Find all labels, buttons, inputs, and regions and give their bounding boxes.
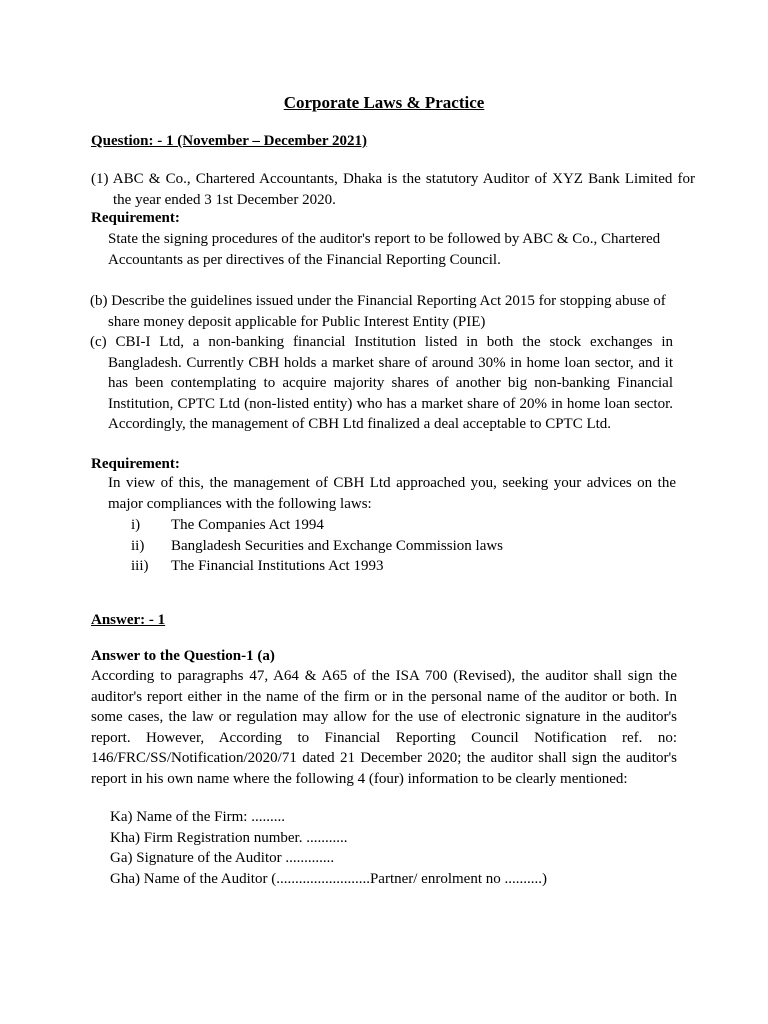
list-item-text: The Financial Institutions Act 1993 bbox=[171, 558, 384, 574]
list-item bbox=[131, 556, 651, 577]
list-item: Kha) Firm Registration number. ........... bbox=[110, 829, 348, 846]
list-item-number: iii) bbox=[131, 558, 149, 574]
question-1b-text: (b) Describe the guidelines issued under the Financial Reporting Act 2015 for stopping abuse of share money deposit applicable for Public Interest Entity (PIE) bbox=[90, 293, 666, 330]
answer-subheading: Answer to the Question-1 (a) bbox=[91, 648, 275, 664]
laws-list bbox=[131, 515, 651, 577]
list-item-number: i) bbox=[131, 517, 141, 533]
list-item-number: ii) bbox=[131, 537, 145, 554]
requirement-text-c: In view of this, the management of CBH Ltd approached you, seeking your advices on the major compliances with the following laws: bbox=[108, 475, 676, 512]
list-item-text: Bangladesh Securities and Exchange Commission laws bbox=[171, 537, 504, 554]
requirement-label-a: Requirement: bbox=[91, 210, 180, 226]
list-item bbox=[131, 536, 651, 557]
info-list bbox=[110, 807, 670, 889]
list-item: Ga) Signature of the Auditor ............. bbox=[110, 850, 335, 866]
question-1c-text: (c) CBI-I Ltd, a non-banking financial Institution listed in both the stock exchanges in Bangladesh. Currently CBH holds a market share of around 30% in home loan sector, and it has been contemplating to acquire majority shares of another big non-banking Financial Institution, CPTC Ltd (non-listed entity) who has a market share of 20% in home loan sector. Accordingly, the management of CBH Ltd finalized a deal acceptable to CPTC Ltd. bbox=[90, 334, 673, 432]
list-item-text: The Companies Act 1994 bbox=[171, 517, 324, 533]
requirement-text-a: State the signing procedures of the auditor's report to be followed by ABC & Co., Chartered Accountants as per directives of the Financial Reporting Council. bbox=[108, 231, 661, 268]
answer-paragraph: According to paragraphs 47, A64 & A65 of the ISA 700 (Revised), the auditor shall sign the auditor's report either in the name of the firm or in the personal name of the auditor or both. In some cases, the law or regulation may allow for the use of electronic signature in the auditor's report. However, According to Financial Reporting Council Notification ref. no: 146/FRC/SS/Notification/2020/71 dated 21 December 2020; the auditor shall sign the auditor's report in his own name where the following 4 (four) information to be clearly mentioned: bbox=[91, 668, 677, 787]
question-heading: Question: - 1 (November – December 2021) bbox=[91, 133, 368, 149]
question-1a-text: (1) ABC & Co., Chartered Accountants, Dhaka is the statutory Auditor of XYZ Bank Limited for the year ended 3 1st December 2020. bbox=[91, 171, 695, 208]
answer-heading: Answer: - 1 bbox=[91, 612, 166, 628]
requirement-label-c: Requirement: bbox=[91, 456, 180, 472]
list-item bbox=[131, 515, 651, 536]
list-item: Ka) Name of the Firm: ......... bbox=[110, 809, 285, 825]
list-item: Gha) Name of the Auditor (.........................Partner/ enrolment no ..........) bbox=[110, 870, 547, 887]
document-title: Corporate Laws & Practice bbox=[283, 93, 485, 112]
